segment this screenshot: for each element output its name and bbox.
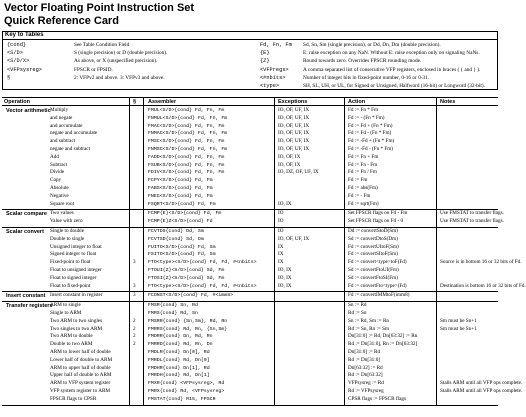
assembler-cell: FCPY<S/D>{cond} Fd, Fm: [148, 178, 213, 184]
action-cell: Rd := Sn, Rn := Sm: [348, 325, 390, 332]
table-row: [2, 259, 522, 267]
notes-cell: Use FMSTAT to transfer flags.: [440, 218, 504, 225]
table-row: [2, 169, 498, 177]
notes-cell: Use FMSTAT to transfer flags.: [440, 210, 504, 217]
action-cell: VFPsysreg := Rd: [348, 380, 384, 387]
notes-cell: Sm must be Sn+1: [440, 325, 477, 332]
table-row: [2, 210, 504, 218]
table-row: [2, 177, 498, 185]
operation-cell: Fixed-point to float: [50, 259, 91, 266]
operation-cell: Single to double: [50, 228, 85, 234]
assembler-cell: FMSTAT{cond} R15, FPSCR: [148, 396, 216, 402]
assembler-cell: FMRRD{cond} Rd, Rn, Dn: [148, 342, 213, 348]
table-row: [2, 236, 498, 244]
assembler-cell: FMSC<S/D>{cond} Fd, Fn, Fm: [148, 139, 225, 145]
exceptions-cell: IO, IX: [278, 282, 292, 289]
action-cell: Fd := Fn * Fm: [348, 107, 379, 113]
exceptions-cell: IO, OF, UF, IX: [278, 122, 310, 129]
exceptions-cell: IX: [278, 259, 284, 266]
assembler-cell: FSUB<S/D>{cond} Fd, Fn, Fm: [148, 162, 225, 168]
assembler-cell: FCMP{E}Z<S/D>{cond} Fd: [148, 219, 213, 225]
section-name: Scalar compare: [6, 211, 47, 218]
operation-cell: ARM to VFP system register: [50, 380, 111, 387]
operation-cell: Signed integer to float: [50, 251, 97, 258]
table-row: [2, 185, 498, 193]
page-subtitle: Quick Reference Card: [4, 15, 119, 27]
assembler-cell: FTO<type><S/D>{cond} Fd, Fd, #<nbits>: [148, 283, 257, 289]
assembler-cell: FSITO<S/D>{cond} Fd, Sm: [148, 252, 216, 258]
operation-cell: Insert constant in register: [50, 292, 103, 299]
assembler-cell: FNMUL<S/D>{cond} Fd, Fn, Fm: [148, 115, 228, 121]
key-cell: See Table Condition Field: [74, 42, 130, 48]
section-cell: 2: [133, 333, 136, 340]
assembler-cell: FTO<type><S/D>{cond} Fd, Fd, #<nbits>: [148, 260, 257, 266]
table-row: [2, 372, 498, 380]
key-cell: 2: VFPv2 and above. 3: VFPv3 and above.: [74, 74, 165, 81]
action-cell: Sn := Rd: [348, 302, 367, 309]
assembler-cell: FTOUI{Z}<S/D>{cond} Sd, Fm: [148, 268, 225, 273]
action-cell: Fd := Fn + Fm: [348, 153, 379, 160]
table-row: [2, 282, 526, 291]
exceptions-cell: IO, IX: [278, 200, 292, 207]
operation-cell: Subtract: [50, 161, 68, 168]
operation-cell: Negative: [50, 192, 69, 199]
assembler-cell: FABS<S/D>{cond} Fd, Fm: [148, 186, 213, 191]
operation-cell: negate and accumulate: [50, 130, 98, 137]
key-cell: <#nbits>: [260, 74, 286, 81]
key-cell: SH, SL, UH, or UL, for Signed or Unsigned, Halfword (16-bit) or Longword (32-bit).: [303, 83, 485, 89]
header-notes: Notes: [440, 99, 456, 105]
key-cell: Round towards zero. Overrides FPSCR rounding mode.: [303, 58, 422, 65]
assembler-cell: FMUL<S/D>{cond} Fd, Fn, Fm: [148, 108, 225, 113]
table-row: [2, 387, 523, 396]
key-cell: {E}: [260, 50, 270, 57]
table-row: [2, 326, 498, 334]
action-cell: Fd := - Fm: [348, 192, 371, 199]
table-row: [2, 228, 498, 236]
operation-cell: Float to signed integer: [50, 274, 97, 281]
key-cell: A comma separated list of consecutive VFP registers, enclosed in braces ( { and } ).: [303, 66, 481, 73]
section-2: [2, 228, 526, 292]
action-cell: Rd := Sn: [348, 309, 367, 316]
table-row: [2, 310, 498, 318]
exceptions-cell: IO, OF, UF, IX: [278, 138, 310, 145]
section-1: [2, 210, 504, 228]
assembler-cell: FSQRT<S/D>{cond} Fd, Fm: [148, 201, 216, 207]
table-row: [2, 115, 498, 123]
exceptions-cell: IO, OF, UF, IX: [278, 130, 310, 137]
exceptions-cell: IO: [278, 218, 284, 225]
exceptions-cell: IO, IX: [278, 267, 292, 273]
table-row: [2, 267, 498, 275]
action-cell: Fd := Fn / Fm: [348, 169, 377, 176]
table-row: [2, 275, 498, 283]
section-name: Insert constant: [6, 293, 46, 300]
table-row: [2, 146, 498, 154]
header-operation: Operation: [4, 99, 30, 105]
operation-cell: and negate: [50, 114, 73, 121]
column-divider: [436, 97, 437, 406]
key-cell: E: raise exception on any NaN. Without E: raise exception only on signaling NaNs.: [303, 50, 480, 57]
action-cell: Rd := VFPsysreg: [348, 387, 384, 394]
assembler-cell: FMSR{cond} Sn, Rd: [148, 303, 198, 309]
exceptions-cell: IO, OF, UF, IX: [278, 146, 310, 152]
operation-cell: Square root: [50, 200, 75, 207]
exceptions-cell: IX: [278, 243, 284, 250]
assembler-cell: FMSRR{cond} {Sn,Sm}, Rd, Rn: [148, 318, 228, 324]
operation-cell: Multiply: [50, 107, 69, 113]
assembler-cell: FUITO<S/D>{cond} Fd, Sm: [148, 244, 216, 250]
key-cell: Number of integer bits in fixed-point number, 0-16 or 0-31.: [303, 74, 430, 81]
exceptions-cell: IO: [278, 228, 284, 234]
action-cell: Dn[31:0] := Rd, Dn[63:32] := Rn: [348, 333, 418, 340]
section-name: Transfer registers: [6, 303, 53, 310]
exceptions-cell: IO, OF, UF, IX: [278, 235, 310, 242]
section-4: [2, 302, 523, 405]
action-cell: Dn[63:32] := Rd: [348, 364, 383, 371]
action-cell: Rd := Dn[31:0], Rn := Dn[63:32]: [348, 341, 418, 348]
assembler-cell: FADD<S/D>{cond} Fd, Fn, Fm: [148, 154, 225, 160]
action-cell: Fd := - (Fn * Fm): [348, 114, 385, 121]
assembler-cell: FMRX{cond} Rd, <VFPsysreg>: [148, 388, 225, 394]
assembler-cell: FMAC<S/D>{cond} Fd, Fn, Fm: [148, 123, 225, 129]
key-cell: <VFPregs>: [260, 66, 289, 73]
section-cell: 3: [133, 292, 136, 299]
action-cell: Sn := Rd, Sm := Rn: [348, 317, 390, 324]
table-row: [2, 341, 498, 349]
table-row: [2, 162, 498, 170]
header-exceptions: Exceptions: [278, 99, 308, 105]
key-cell: S (single precision) or D (double precision).: [74, 50, 168, 57]
section-cell: 2: [133, 341, 136, 348]
table-row: [2, 138, 498, 146]
action-cell: Set FPSCR flags on Fd - 0: [348, 218, 404, 225]
key-table: [2, 31, 498, 90]
operation-cell: Unsigned integer to float: [50, 243, 102, 250]
table-row: [2, 193, 498, 201]
action-cell: Sd := convertFtoSI(Fm): [348, 274, 398, 281]
assembler-cell: FDIV<S/D>{cond} Fd, Fn, Fm: [148, 170, 225, 176]
key-cell: {Z}: [260, 58, 270, 65]
operation-cell: and accumulate: [50, 122, 83, 129]
page-title: Vector Floating Point Instruction Set: [4, 2, 195, 14]
key-cell: <VFPsysreg>: [7, 66, 42, 73]
operation-cell: Add: [50, 153, 59, 160]
action-cell: Fd := convertFto<type>(Fd): [348, 282, 407, 289]
operation-cell: FPSCR flags to CPSR: [50, 395, 97, 402]
notes-cell: Stalls ARM until all VFP ops complete.: [440, 387, 523, 394]
table-row: [2, 218, 504, 226]
exceptions-cell: IO, OF, IX: [278, 153, 301, 160]
section-0: [2, 107, 498, 210]
section-cell: 2: [133, 317, 136, 324]
action-cell: Fd := Fm: [348, 177, 368, 184]
column-divider: [143, 97, 144, 406]
table-row: [2, 130, 498, 138]
operation-cell: ARM to upper half of double: [50, 364, 111, 371]
operation-cell: negate and subtract: [50, 146, 91, 152]
table-row: [2, 396, 498, 404]
notes-cell: Stalls ARM until all VFP ops complete.: [440, 380, 523, 387]
assembler-cell: FCONST<S/D>{cond} Fd, #<imm8>: [148, 293, 234, 299]
action-cell: Fd := convertUItoF(Sm): [348, 243, 399, 250]
action-cell: Fd := convertSItoF(Sm): [348, 251, 398, 258]
action-cell: Fd := convert<type>toF(Fd): [348, 259, 407, 266]
assembler-cell: FNMAC<S/D>{cond} Fd, Fn, Fm: [148, 131, 228, 137]
table-row: [2, 292, 498, 300]
section-cell: 2: [133, 325, 136, 332]
exceptions-cell: IO, DZ, OF, UF, IX: [278, 169, 319, 176]
operation-cell: Lower half of double to ARM: [50, 356, 113, 363]
assembler-cell: FMRRS{cond} Rd, Rn, {Sn,Sm}: [148, 326, 228, 332]
action-cell: Sd := convertFtoUI(Fm): [348, 267, 399, 273]
exceptions-cell: IO: [278, 210, 284, 217]
table-row: [2, 380, 523, 388]
assembler-cell: FMRDL{cond} Rd, Dn[0]: [148, 357, 210, 363]
action-cell: Fd := Fd - (Fn * Fm): [348, 130, 392, 137]
notes-cell: Sm must be Sn+1: [440, 317, 477, 324]
assembler-cell: FNMSC<S/D>{cond} Fd, Fn, Fm: [148, 147, 228, 152]
operation-cell: Single to ARM: [50, 309, 82, 316]
section-name: Scalar convert: [6, 229, 44, 235]
section-cell: 3: [133, 259, 136, 266]
key-cell: Sd, Sn, Sm (single precision), or Dd, Dn, Dm (double precision).: [303, 42, 441, 48]
key-cell: <S/D>: [7, 50, 23, 57]
operation-cell: ARM to lower half of double: [50, 348, 111, 355]
assembler-cell: FMXR{cond} <VFPsysreg>, Rd: [148, 381, 225, 387]
action-cell: Dd := convertStoD(Sm): [348, 228, 398, 234]
operation-cell: Upper half of double to ARM: [50, 372, 112, 379]
table-row: [2, 357, 498, 365]
assembler-cell: FMDRR{cond} Dn, Rd, Rn: [148, 334, 213, 340]
action-cell: Sd := convertDtoS(Dm): [348, 235, 398, 242]
column-divider: [344, 97, 345, 406]
action-cell: Fd := -Fd + (Fn * Fm): [348, 138, 395, 145]
assembler-cell: FCVTDS{cond} Dd, Sm: [148, 229, 204, 234]
notes-cell: Destination is bottom 16 or 32 bits of Fd.: [440, 282, 526, 289]
assembler-cell: FMDHR{cond} Dn[1], Rd: [148, 365, 210, 371]
operation-cell: Float to fixed-point: [50, 282, 91, 289]
key-cell: <S/D/X>: [7, 58, 30, 65]
table-row: [2, 333, 498, 341]
table-header: [2, 97, 498, 106]
operation-cell: Two ARM to double: [50, 333, 93, 340]
action-cell: CPSR flags := FPSCR flags: [348, 395, 406, 402]
action-cell: Rd := Dn[31:0]: [348, 356, 381, 363]
action-cell: Fd := Fn - Fm: [348, 161, 378, 168]
key-cell: <type>: [260, 83, 280, 89]
operation-cell: ARM to single: [50, 302, 81, 309]
table-row: [2, 107, 498, 115]
operation-cell: Absolute: [50, 185, 69, 191]
table-row: [2, 349, 498, 357]
table-row: [2, 123, 498, 131]
action-cell: Fd := convertIMMtoF(imm8): [348, 292, 410, 299]
operation-cell: Value with zero: [50, 218, 83, 225]
assembler-cell: FMRDH{cond} Rd, Dn[1]: [148, 373, 210, 379]
action-cell: Dn[31:0] := Rd: [348, 348, 381, 355]
header-action: Action: [348, 99, 366, 105]
notes-cell: Source is in bottom 16 or 32 bits of Fd.: [440, 259, 522, 266]
key-table-heading: Key to Tables: [3, 32, 497, 40]
table-row: [2, 302, 498, 310]
table-row: [2, 154, 498, 162]
action-cell: Fd := -Fd - (Fn * Fm): [348, 146, 394, 152]
column-divider: [129, 97, 130, 406]
operation-cell: Double to two ARM: [50, 341, 93, 348]
action-cell: Set FPSCR flags on Fd - Fm: [348, 210, 408, 217]
exceptions-cell: IO, OF, IX: [278, 161, 301, 168]
operation-cell: and subtract: [50, 138, 76, 145]
exceptions-cell: IO, IX: [278, 274, 292, 281]
header-assembler: Assembler: [148, 99, 177, 105]
table-row: [2, 201, 498, 209]
action-cell: Fd := sqrt(Fm): [348, 200, 379, 207]
operation-cell: Two ARM to two singles: [50, 317, 103, 324]
exceptions-cell: IO, OF, UF, IX: [278, 114, 310, 121]
table-row: [2, 318, 498, 326]
key-cell: Fd, Fn, Fm: [260, 42, 292, 48]
operation-cell: Divide: [50, 169, 65, 176]
assembler-cell: FCVTSD{cond} Sd, Dm: [148, 236, 204, 242]
key-cell: As above, or X (unspecified precision).: [74, 58, 158, 65]
key-cell: FPSCR or FPSID.: [74, 66, 113, 73]
section-name: Vector arithmetic: [6, 108, 51, 114]
assembler-cell: FTOSI{Z}<S/D>{cond} Sd, Fm: [148, 275, 225, 281]
operation-cell: Two values: [50, 210, 74, 217]
operation-cell: Float to unsigned integer: [50, 267, 102, 273]
operation-cell: Double to single: [50, 235, 85, 242]
assembler-cell: FMRS{cond} Rd, Sn: [148, 310, 198, 316]
operation-cell: Two singles to two ARM: [50, 325, 103, 332]
assembler-cell: FMDLR{cond} Dn[0], Rd: [148, 349, 210, 355]
assembler-cell: FCMP{E}<S/D>{cond} Fd, Fm: [148, 211, 222, 217]
column-divider: [274, 97, 275, 406]
section-cell: 3: [133, 282, 136, 289]
section-3: [2, 292, 498, 302]
operation-cell: VFP system register to ARM: [50, 387, 111, 394]
operation-cell: Copy: [50, 177, 62, 184]
action-cell: Fd := abs(Fm): [348, 185, 378, 191]
key-cell: §: [7, 74, 11, 81]
exceptions-cell: IX: [278, 251, 284, 258]
action-cell: Fd := Fd + (Fn * Fm): [348, 122, 393, 129]
header-section: §: [133, 99, 137, 105]
assembler-cell: FNEG<S/D>{cond} Fd, Fm: [148, 193, 213, 199]
action-cell: Rd := Dn[63:32]: [348, 372, 383, 379]
key-cell: {cond}: [7, 42, 27, 48]
exceptions-cell: IO, OF, UF, IX: [278, 107, 310, 113]
